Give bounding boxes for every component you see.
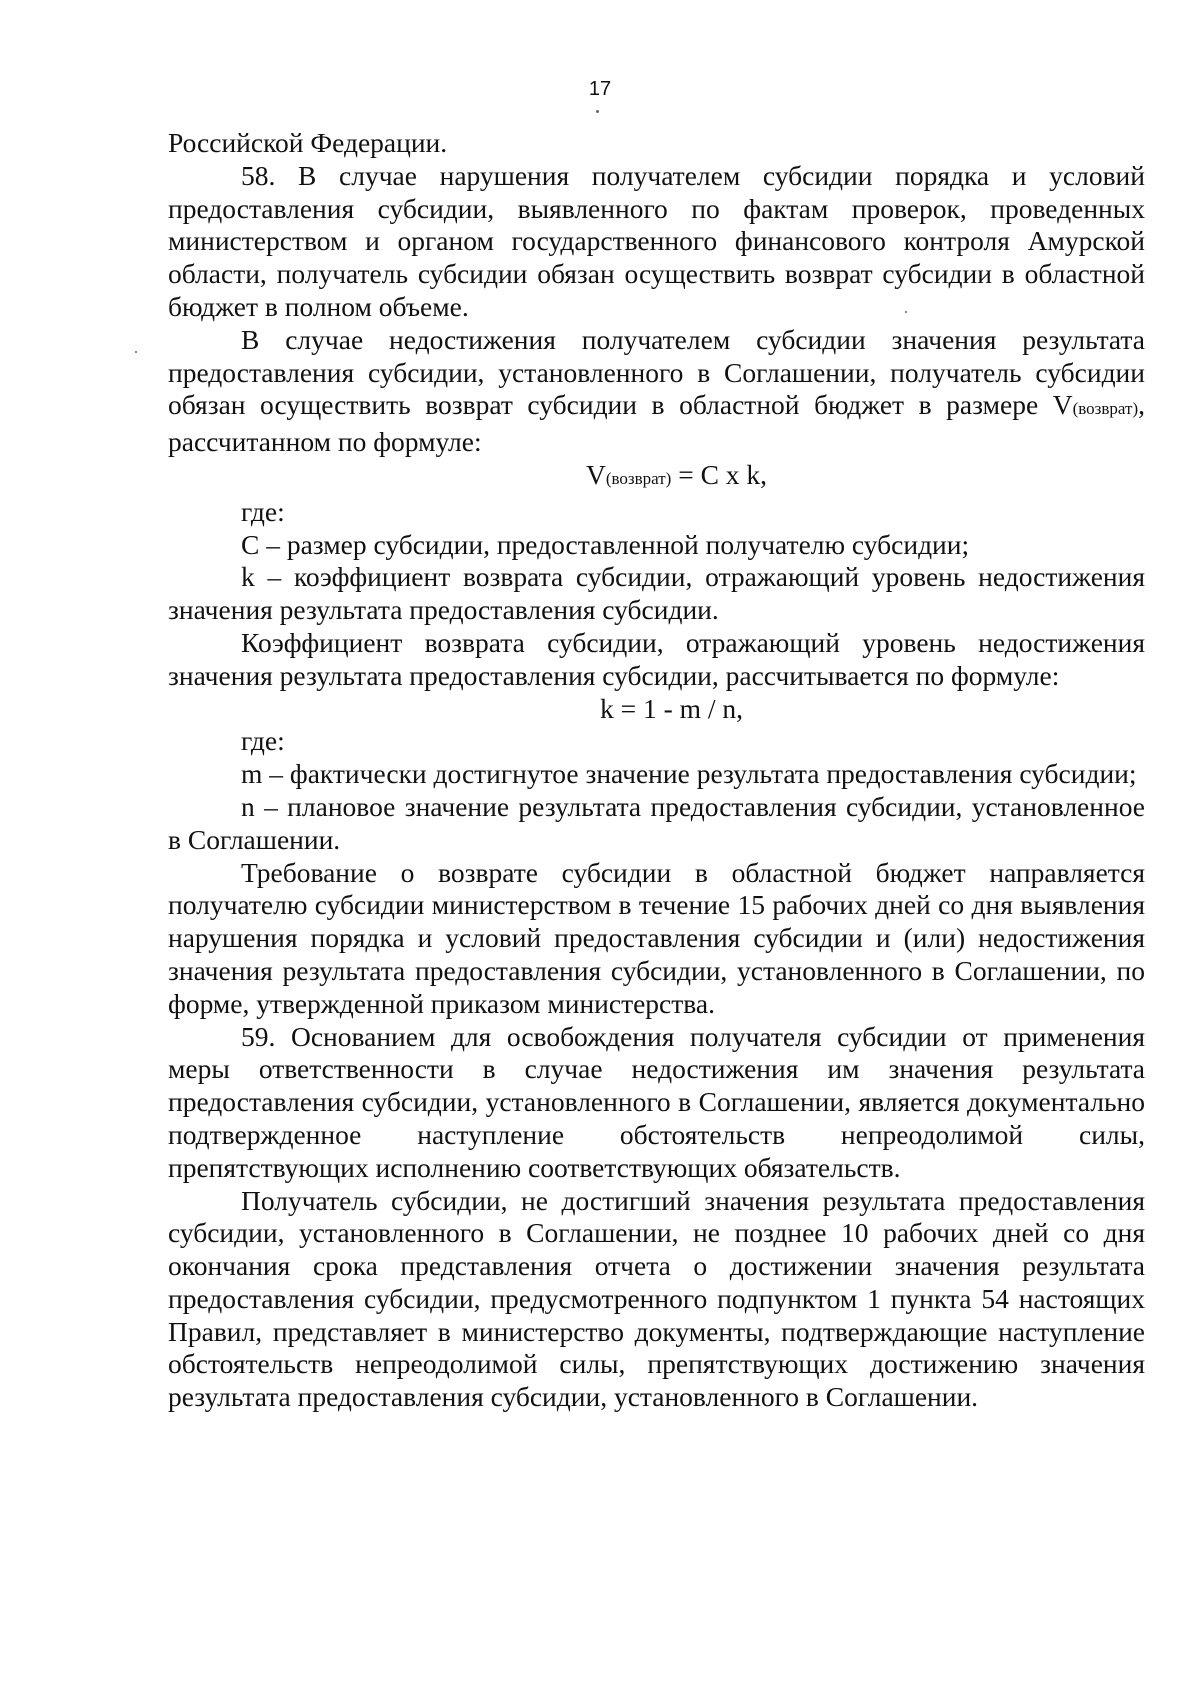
formula-lhs-subscript: (возврат) (605, 468, 672, 488)
formula-lhs: V (585, 458, 606, 490)
paragraph: k – коэффициент возврата субсидии, отражающий уровень недостижения значения результата предоставления субсидии. (168, 561, 1145, 626)
paragraph: Получатель субсидии, не достигший значения результата предоставления субсидии, установленного в Соглашении, не позднее 10 рабочих дней со дня окончания срока представления отчета о достижении значения результата предоставления субсидии, предусмотренного подпунктом 1 пункта 54 настоящих Правил, представляет в министерство документы, подтверждающие наступление обстоятельств непреодолимой силы, препятствующих достижению значения результата предоставления субсидии, установленного в Соглашении. (168, 1184, 1145, 1413)
scan-speck (135, 351, 137, 353)
paragraph: Российской Федерации. (168, 127, 448, 158)
paragraph (168, 324, 1145, 459)
formula-v-return (168, 459, 1145, 496)
paragraph: C – размер субсидии, предоставленной получателю субсидии; (241, 528, 970, 560)
paragraph-text: В случае недостижения получателем субсидии значения результата предоставления субсидии, установленного в Соглашении, получатель субсидии обязан осуществить возврат субсидии в областной бюджет в размере V (168, 323, 1145, 421)
paragraph: 59. Основанием для освобождения получателя субсидии от применения меры ответственности в случае недостижения им значения результата предоставления субсидии, установленного в Соглашении, является документально подтвержденное наступление обстоятельств непреодолимой силы, препятствующих исполнению соответствующих обязательств. (168, 1020, 1145, 1183)
paragraph-text-tail: рассчитанном по формуле: (168, 426, 482, 458)
paragraph: где: (241, 495, 285, 527)
formula-k: k = 1 - m / n, (599, 692, 744, 724)
formula-rhs: = C x k, (671, 458, 768, 490)
scan-speck (596, 110, 599, 113)
paragraph: Коэффициент возврата субсидии, отражающий уровень недостижения значения результата предоставления субсидии, рассчитывается по формуле: (168, 626, 1145, 691)
paragraph: Требование о возврате субсидии в областной бюджет направляется получателю субсидии министерством в течение 15 рабочих дней со дня выявления нарушения порядка и условий предоставления субсидии и (или) недостижения значения результата предоставления субсидии, установленного в Соглашении, по форме, утвержденной приказом министерства. (168, 856, 1145, 1019)
page-number: 17 (588, 78, 612, 100)
paragraph: n – плановое значение результата предоставления субсидии, установленное в Соглашении. (168, 790, 1145, 855)
punctuation: , (1138, 389, 1145, 421)
paragraph: 58. В случае нарушения получателем субсидии порядка и условий предоставления субсидии, выявленного по фактам проверок, проведенных министерством и органом государственного финансового контроля Амурской области, получатель субсидии обязан осуществить возврат субсидии в областной бюджет в полном объеме. (168, 159, 1145, 322)
subscript-text: (возврат) (1072, 399, 1139, 419)
document-body (168, 127, 1145, 1414)
scan-speck (905, 311, 907, 313)
paragraph: m – фактически достигнутое значение результата предоставления субсидии; (241, 758, 1137, 790)
paragraph: где: (241, 725, 285, 757)
